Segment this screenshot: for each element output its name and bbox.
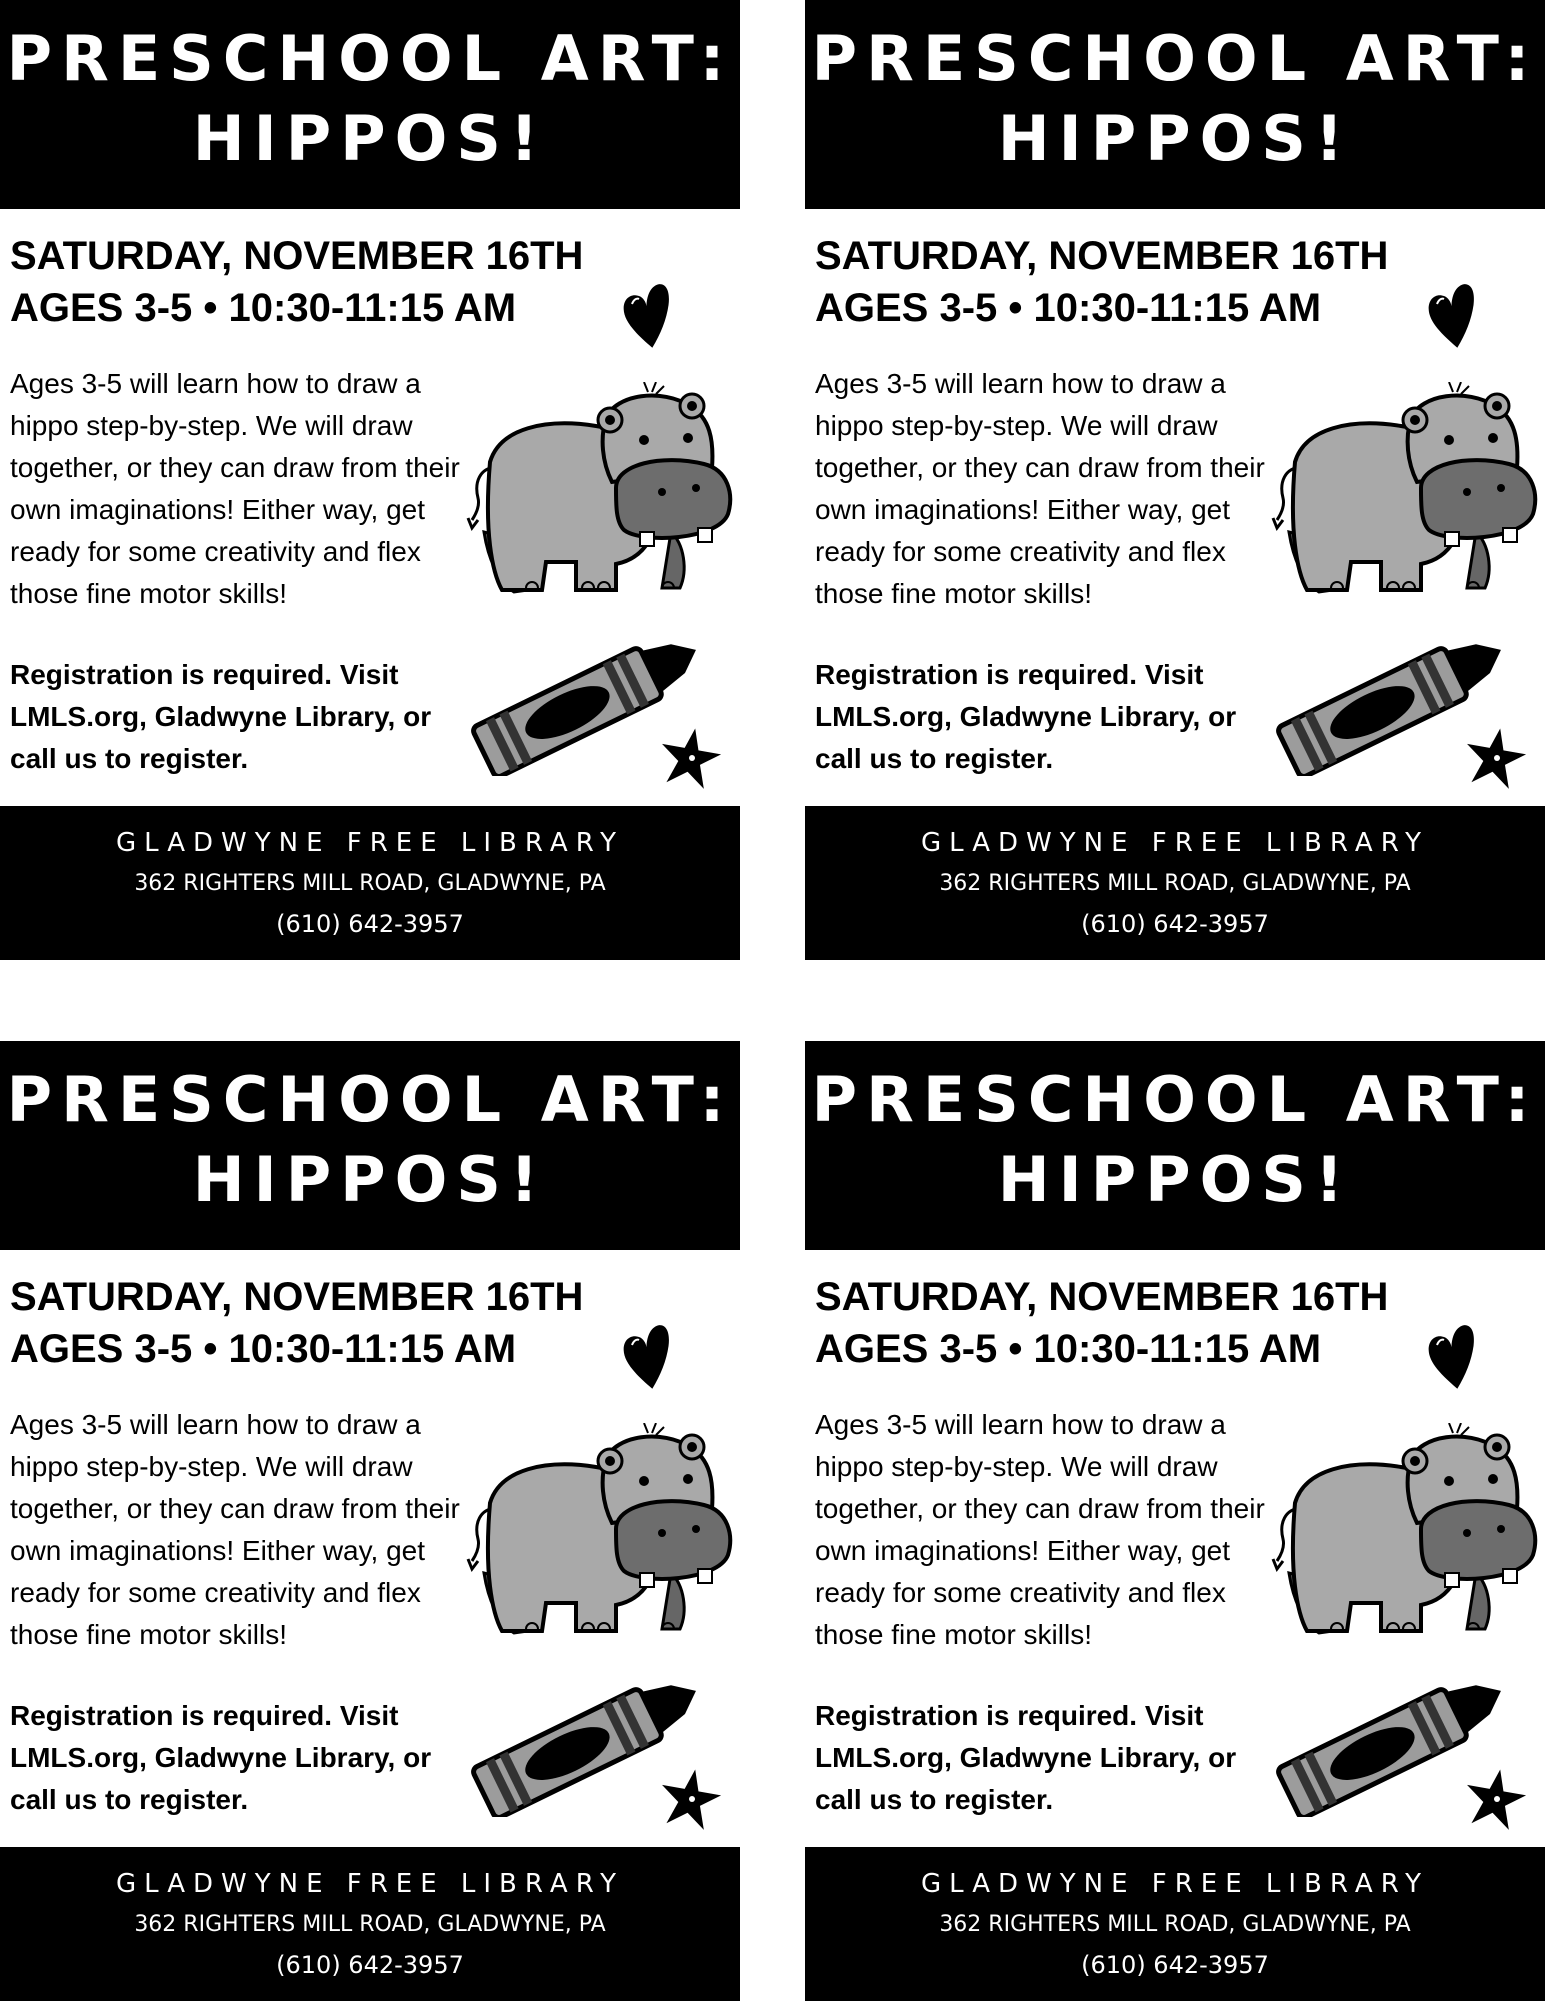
library-address: 362 RIGHTERS MILL ROAD, GLADWYNE, PA [134, 871, 606, 896]
library-name: GLADWYNE FREE LIBRARY [921, 1869, 1429, 1899]
title-banner [805, 0, 1545, 209]
event-description: Ages 3-5 will learn how to draw a hippo step-by-step. We will draw together, or they can draw from their own imaginations! Either way, get ready for some creativity and flex those fine motor skills! [815, 1409, 1265, 1650]
hippo-illustration [466, 382, 736, 604]
registration-note: Registration is required. Visit LMLS.org, Gladwyne Library, or call us to register. [815, 659, 1237, 774]
library-footer [805, 806, 1545, 960]
event-ages-time: AGES 3-5 • 10:30-11:15 AM [10, 1327, 517, 1371]
star-icon [656, 1765, 724, 1833]
library-footer [0, 1847, 740, 2001]
library-phone: (610) 642-3957 [276, 910, 464, 938]
event-description: Ages 3-5 will learn how to draw a hippo step-by-step. We will draw together, or they can draw from their own imaginations! Either way, get ready for some creativity and flex those fine motor skills! [10, 1409, 460, 1650]
flyer-title-line-1: PRESCHOOL ART: [6, 1063, 734, 1136]
library-phone: (610) 642-3957 [1081, 1951, 1269, 1979]
registration-note: Registration is required. Visit LMLS.org, Gladwyne Library, or call us to register. [10, 659, 432, 774]
event-ages-time: AGES 3-5 • 10:30-11:15 AM [10, 286, 517, 330]
event-ages-time: AGES 3-5 • 10:30-11:15 AM [815, 1327, 1322, 1371]
library-phone: (610) 642-3957 [1081, 910, 1269, 938]
library-footer [0, 806, 740, 960]
library-name: GLADWYNE FREE LIBRARY [116, 828, 624, 858]
event-flyer [805, 1041, 1545, 2001]
flyer-title-line-1: PRESCHOOL ART: [6, 22, 734, 95]
library-footer [805, 1847, 1545, 2001]
registration-note: Registration is required. Visit LMLS.org, Gladwyne Library, or call us to register. [815, 1700, 1237, 1815]
library-address: 362 RIGHTERS MILL ROAD, GLADWYNE, PA [939, 1912, 1411, 1937]
library-address: 362 RIGHTERS MILL ROAD, GLADWYNE, PA [134, 1912, 606, 1937]
flyer-title-line-1: PRESCHOOL ART: [811, 1063, 1539, 1136]
event-flyer [805, 0, 1545, 960]
star-icon [656, 724, 724, 792]
heart-icon [622, 1323, 674, 1393]
hippo-illustration [1271, 1423, 1541, 1645]
event-flyer [0, 0, 740, 960]
flyer-title-line-2: HIPPOS! [192, 1143, 548, 1216]
hippo-illustration [1271, 382, 1541, 604]
star-icon [1461, 1765, 1529, 1833]
hippo-illustration [466, 1423, 736, 1645]
library-name: GLADWYNE FREE LIBRARY [921, 828, 1429, 858]
event-description: Ages 3-5 will learn how to draw a hippo step-by-step. We will draw together, or they can draw from their own imaginations! Either way, get ready for some creativity and flex those fine motor skills! [10, 368, 460, 609]
flyer-title-line-2: HIPPOS! [192, 102, 548, 175]
flyer-title-line-2: HIPPOS! [997, 102, 1353, 175]
event-ages-time: AGES 3-5 • 10:30-11:15 AM [815, 286, 1322, 330]
event-date: SATURDAY, NOVEMBER 16TH [815, 234, 1389, 278]
title-banner [0, 1041, 740, 1250]
title-banner [0, 0, 740, 209]
event-description: Ages 3-5 will learn how to draw a hippo step-by-step. We will draw together, or they can draw from their own imaginations! Either way, get ready for some creativity and flex those fine motor skills! [815, 368, 1265, 609]
event-flyer [0, 1041, 740, 2001]
event-date: SATURDAY, NOVEMBER 16TH [10, 234, 584, 278]
library-name: GLADWYNE FREE LIBRARY [116, 1869, 624, 1899]
library-phone: (610) 642-3957 [276, 1951, 464, 1979]
event-date: SATURDAY, NOVEMBER 16TH [10, 1275, 584, 1319]
flyer-title-line-2: HIPPOS! [997, 1143, 1353, 1216]
heart-icon [1427, 1323, 1479, 1393]
title-banner [805, 1041, 1545, 1250]
registration-note: Registration is required. Visit LMLS.org, Gladwyne Library, or call us to register. [10, 1700, 432, 1815]
heart-icon [622, 282, 674, 352]
library-address: 362 RIGHTERS MILL ROAD, GLADWYNE, PA [939, 871, 1411, 896]
heart-icon [1427, 282, 1479, 352]
event-date: SATURDAY, NOVEMBER 16TH [815, 1275, 1389, 1319]
star-icon [1461, 724, 1529, 792]
flyer-title-line-1: PRESCHOOL ART: [811, 22, 1539, 95]
